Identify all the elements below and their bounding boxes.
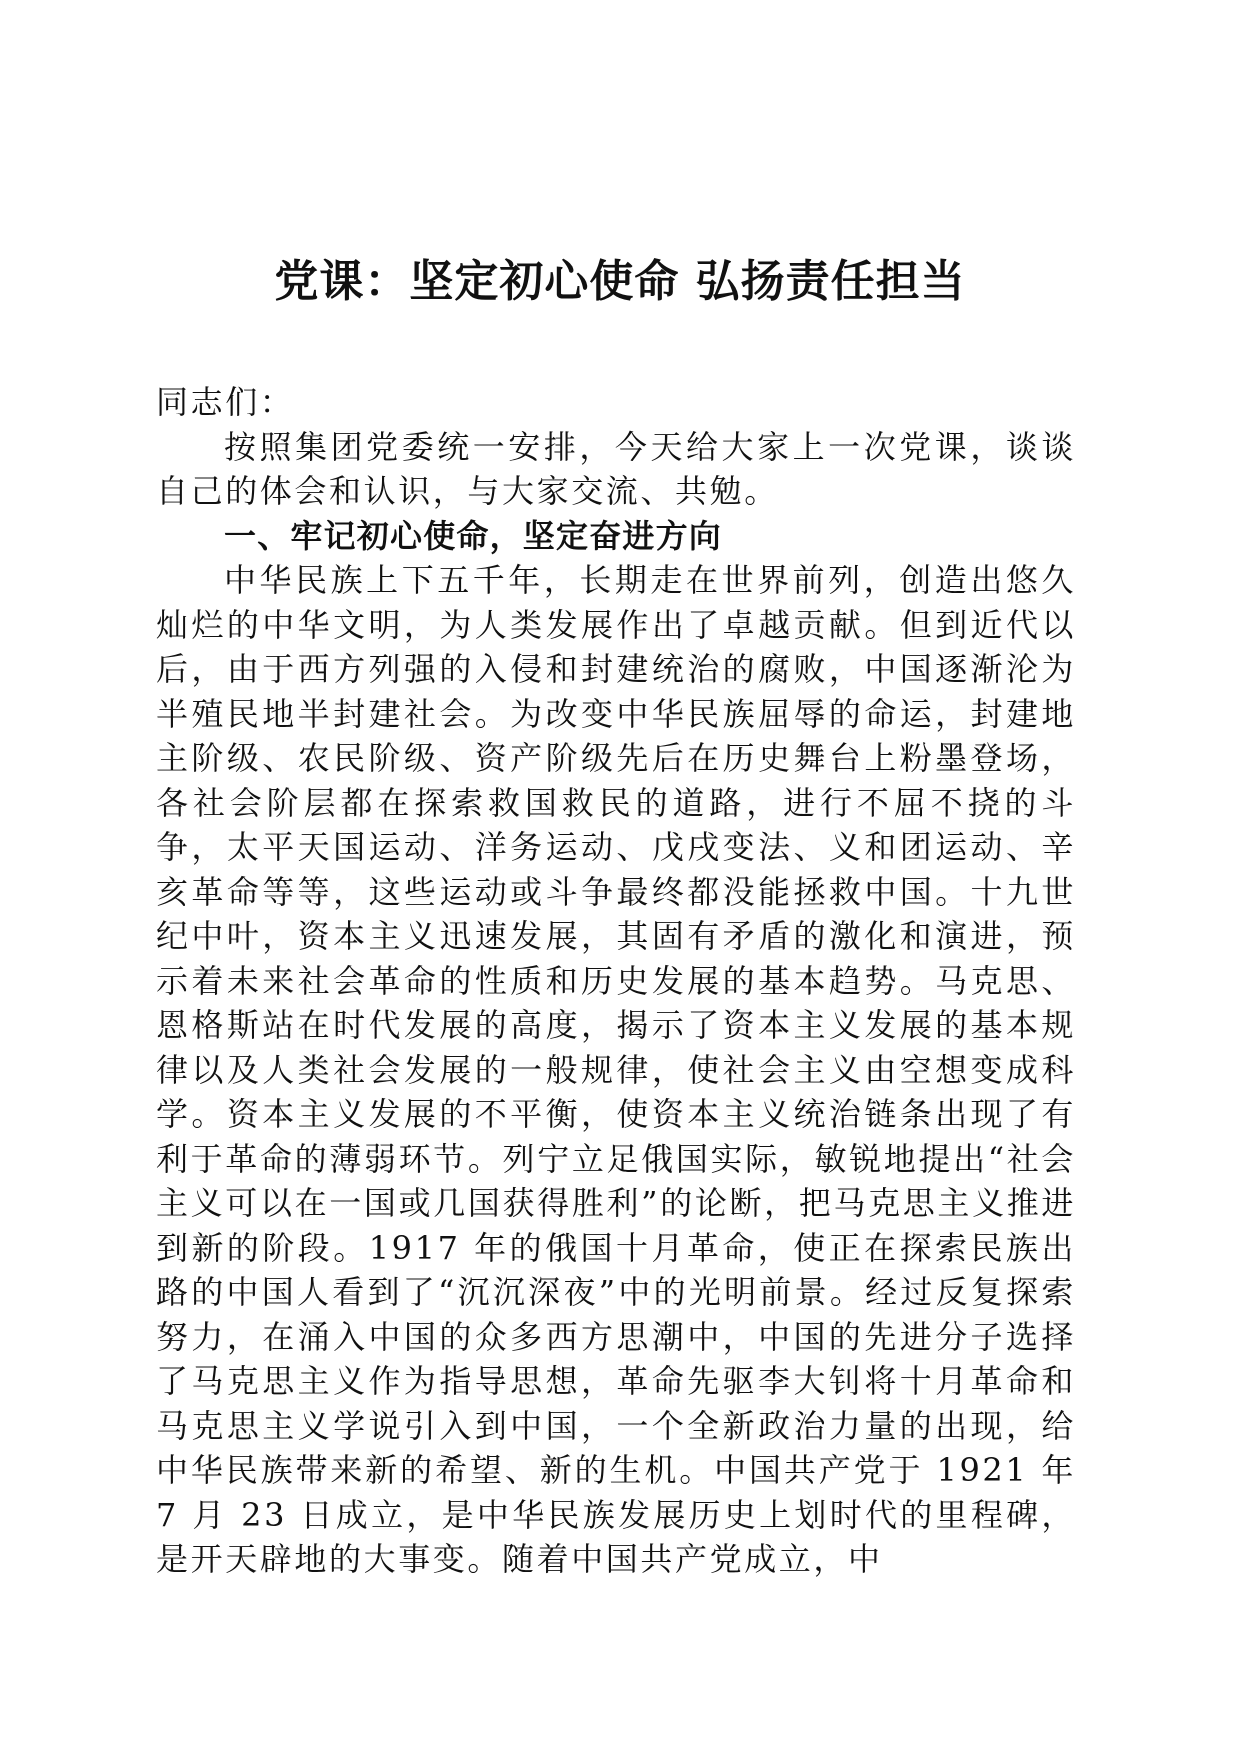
document-body [156, 380, 1076, 1582]
document-title: 党课：坚定初心使命 弘扬责任担当 [274, 256, 966, 307]
salutation: 同志们： [156, 383, 295, 421]
body-paragraph: 中华民族上下五千年，长期走在世界前列，创造出悠久灿烂的中华文明，为人类发展作出了卓越贡献。但到近代以后，由于西方列强的入侵和封建统治的腐败，中国逐渐沦为半殖民地半封建社会。为改变中华民族屈辱的命运，封建地主阶级、农民阶级、资产阶级先后在历史舞台上粉墨登场，各社会阶层都在探索救国救民的道路，进行不屈不挠的斗争，太平天国运动、洋务运动、戊戌变法、义和团运动、辛亥革命等等，这些运动或斗争最终都没能拯救中国。十九世纪中叶，资本主义迅速发展，其固有矛盾的激化和演进，预示着未来社会革命的性质和历史发展的基本趋势。马克思、恩格斯站在时代发展的高度，揭示了资本主义发展的基本规律以及人类社会发展的一般规律，使社会主义由空想变成科学。资本主义发展的不平衡，使资本主义统治链条出现了有利于革命的薄弱环节。列宁立足俄国实际，敏锐地提出“社会主义可以在一国或几国获得胜利”的论断，把马克思主义推进到新的阶段。1917 年的俄国十月革命，使正在探索民族出路的中国人看到了“沉沉深夜”中的光明前景。经过反复探索努力，在涌入中国的众多西方思潮中，中国的先进分子选择了马克思主义作为指导思想，革命先驱李大钊将十月革命和马克思主义学说引入到中国，一个全新政治力量的出现，给中华民族带来新的希望、新的生机。中国共产党于 1921 年 7 月 23 日成立，是中华民族发展历史上划时代的里程碑，是开天辟地的大事变。随着中国共产党成立，中 [156, 561, 1076, 1578]
section-heading: 一、牢记初心使命，坚定奋进方向 [224, 516, 723, 555]
intro-paragraph: 按照集团党委统一安排，今天给大家上一次党课，谈谈自己的体会和认识，与大家交流、共勉。 [156, 427, 1076, 510]
